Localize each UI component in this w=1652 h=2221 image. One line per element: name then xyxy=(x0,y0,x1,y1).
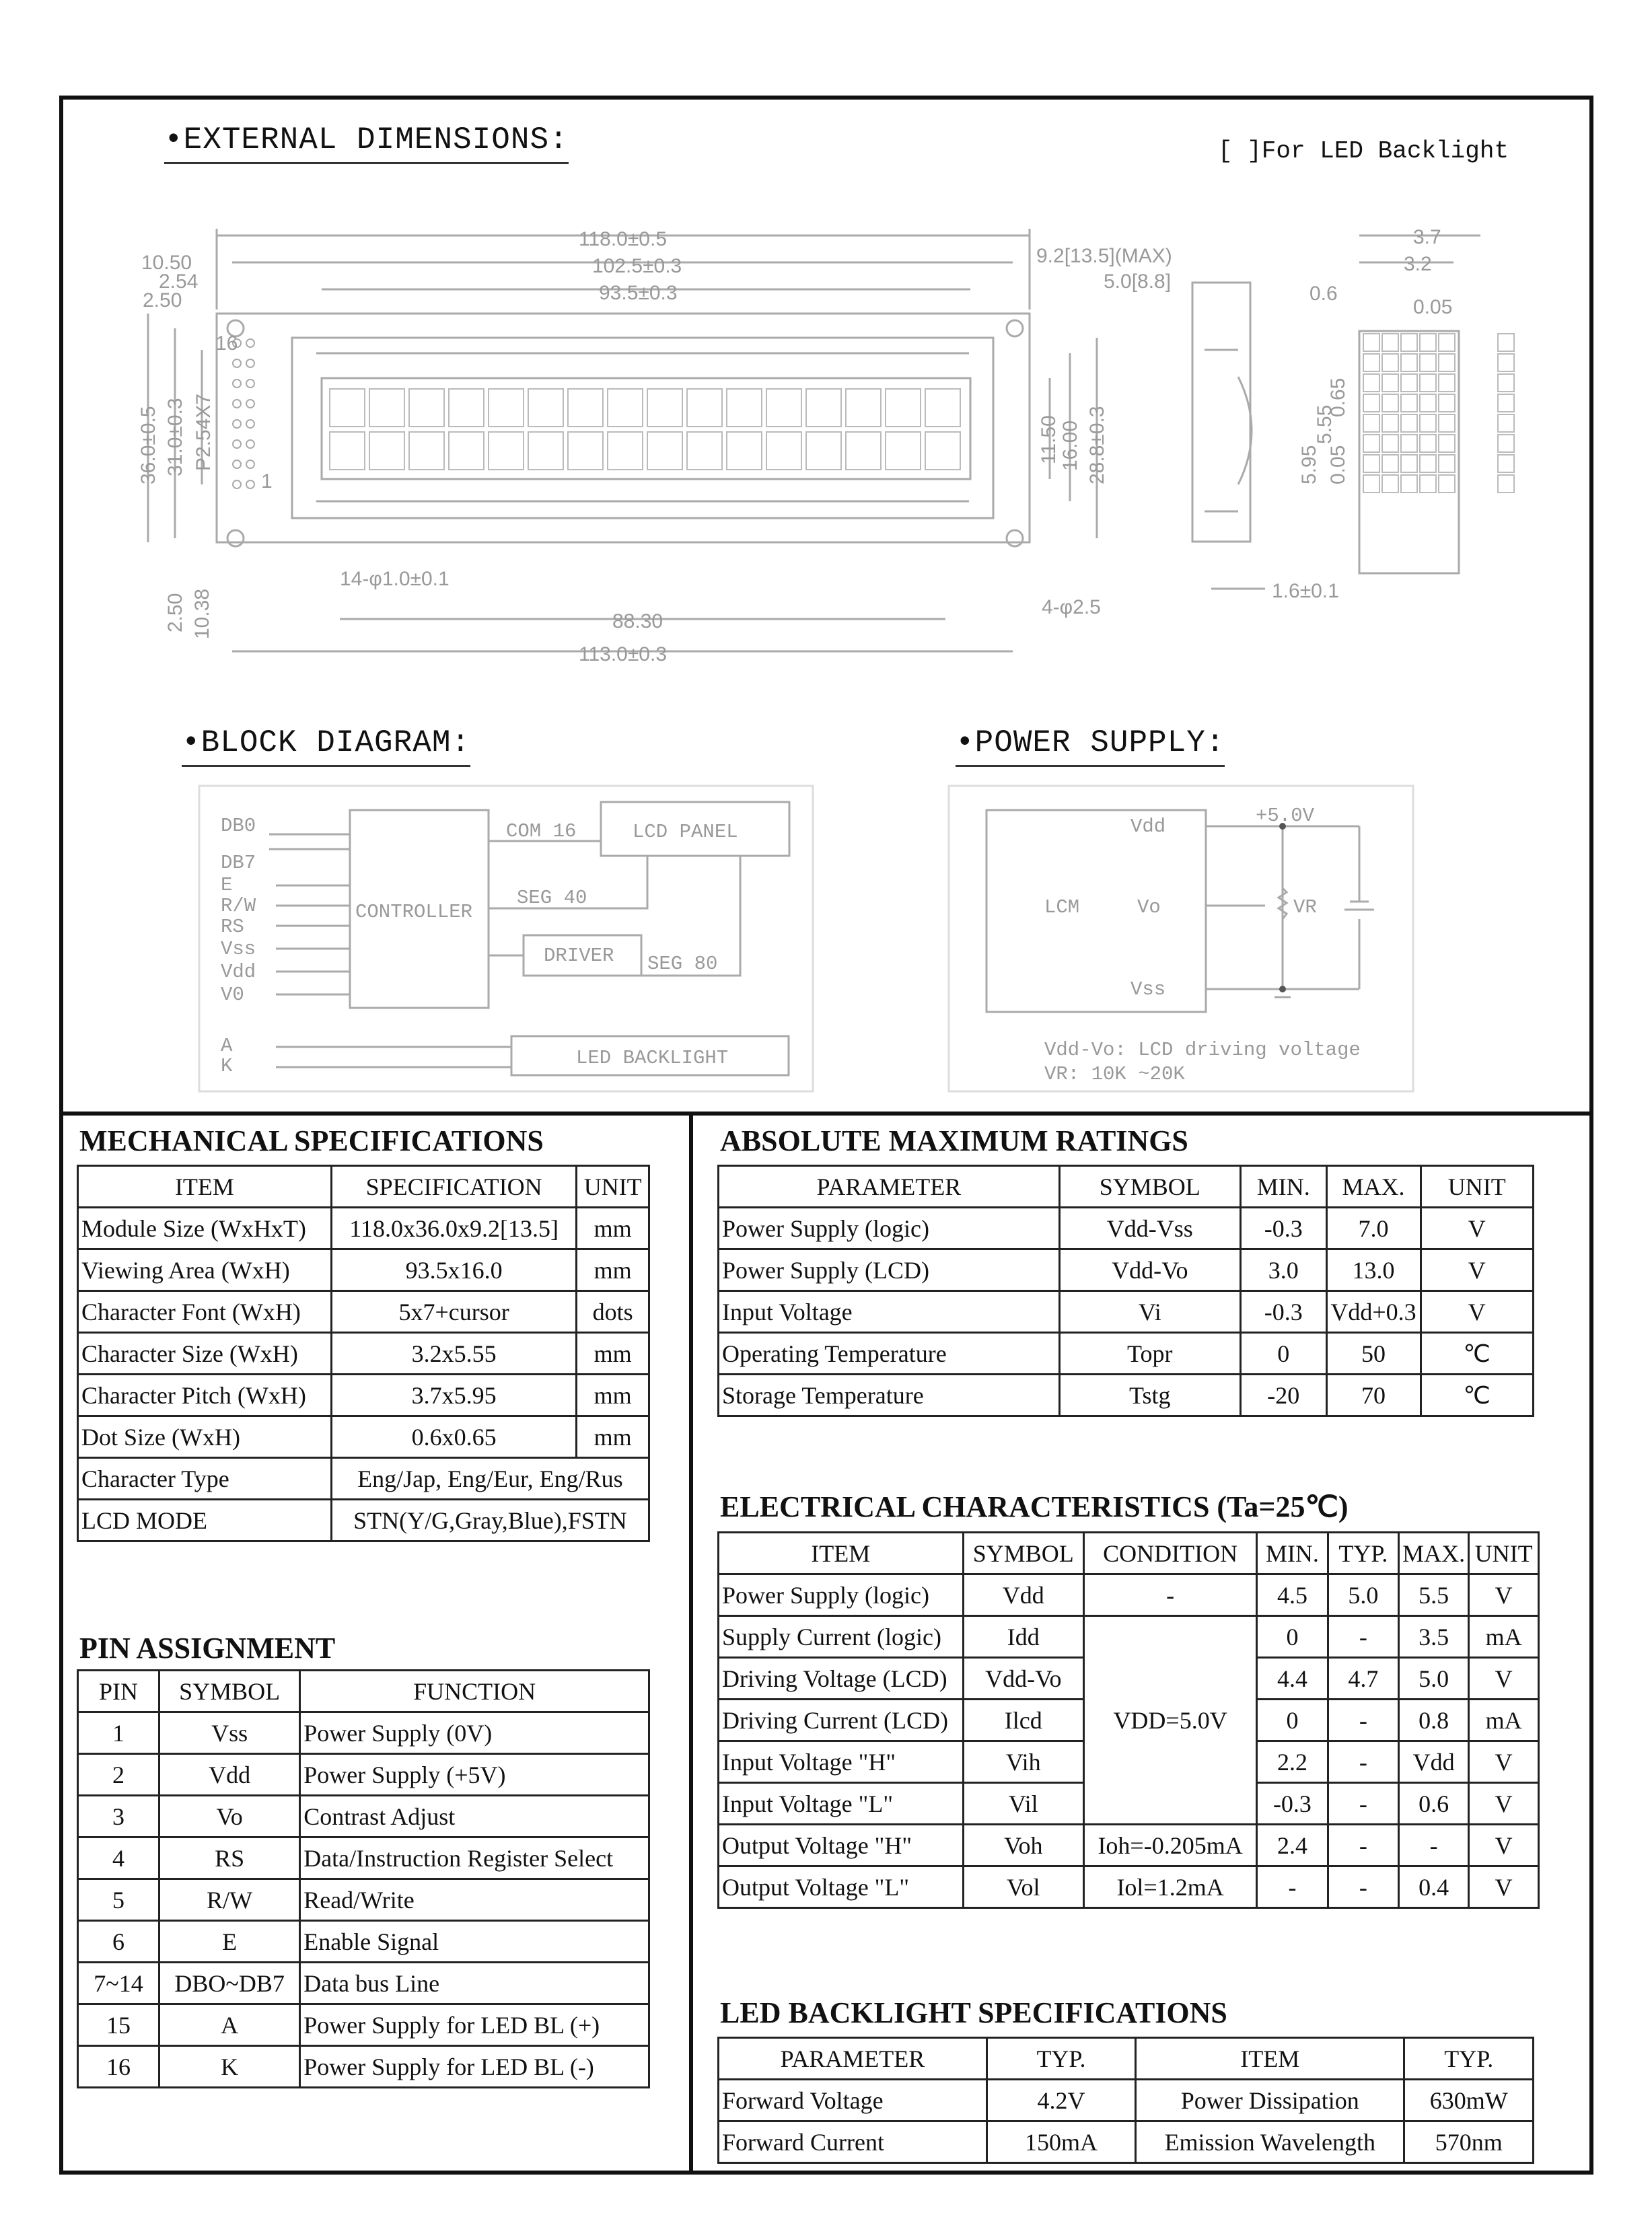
table-cell: 0 xyxy=(1257,1616,1328,1658)
table-cell: mm xyxy=(577,1333,649,1375)
table-cell: Character Size (WxH) xyxy=(78,1333,332,1375)
table-cell: 15 xyxy=(78,2004,159,2046)
ps-lcm: LCM xyxy=(1044,896,1080,918)
power-supply-heading: •POWER SUPPLY: xyxy=(956,725,1225,760)
table-cell: - xyxy=(1328,1741,1398,1783)
table-row xyxy=(78,2046,649,2088)
table-row xyxy=(719,1616,1539,1658)
table-cell: Supply Current (logic) xyxy=(719,1616,964,1658)
mechanical-title: MECHANICAL SPECIFICATIONS xyxy=(79,1124,544,1157)
table-cell: Operating Temperature xyxy=(719,1333,1060,1375)
table-cell: V xyxy=(1469,1574,1539,1616)
table-row xyxy=(719,1574,1539,1616)
table-cell: -0.3 xyxy=(1240,1291,1326,1333)
dim-37: 3.7 xyxy=(1413,226,1441,248)
ps-vdd: Vdd xyxy=(1130,815,1166,838)
table-cell: 0.6x0.65 xyxy=(331,1416,576,1458)
table-row xyxy=(719,1291,1534,1333)
table-cell: 7~14 xyxy=(78,1963,159,2004)
table-cell: 2.4 xyxy=(1257,1825,1328,1866)
table-cell: Output Voltage "L" xyxy=(719,1866,964,1908)
table-cell: - xyxy=(1328,1700,1398,1741)
elec-header-min: MIN. xyxy=(1257,1533,1328,1574)
table-row xyxy=(719,1333,1534,1375)
dim-v-065: 0.65 xyxy=(1327,377,1349,417)
ps-vss: Vss xyxy=(1130,978,1166,1000)
led-header-item: ITEM xyxy=(1136,2038,1404,2080)
abs-header-parameter: PARAMETER xyxy=(719,1166,1060,1208)
table-cell: 2 xyxy=(78,1754,159,1796)
table-cell: 5.0 xyxy=(1328,1574,1398,1616)
bd-seg40: SEG 40 xyxy=(517,887,587,909)
table-cell: V xyxy=(1469,1741,1539,1783)
dim-v-31: 31.0±0.3 xyxy=(164,398,186,476)
table-cell: LCD MODE xyxy=(78,1500,332,1541)
led-title: LED BACKLIGHT SPECIFICATIONS xyxy=(720,1996,1227,2029)
dim-1025: 102.5±0.3 xyxy=(592,255,682,277)
table-cell: mm xyxy=(577,1416,649,1458)
table-cell: 4.7 xyxy=(1328,1658,1398,1700)
abs-header-min: MIN. xyxy=(1240,1166,1326,1208)
table-cell: ℃ xyxy=(1421,1333,1533,1375)
dim-32: 3.2 xyxy=(1404,253,1432,275)
table-cell: Power Supply for LED BL (+) xyxy=(300,2004,649,2046)
table-cell: Power Supply (+5V) xyxy=(300,1754,649,1796)
table-cell: 0 xyxy=(1240,1333,1326,1375)
backlight-note: [ ]For LED Backlight xyxy=(1218,137,1509,165)
table-row xyxy=(78,1375,649,1416)
table-cell: Vih xyxy=(963,1741,1083,1783)
table-cell: Forward Voltage xyxy=(719,2080,987,2121)
table-cell: Read/Write xyxy=(300,1879,649,1921)
table-cell: Vdd-Vss xyxy=(1059,1208,1240,1249)
elec-header-unit: UNIT xyxy=(1469,1533,1539,1574)
dim-v-p: P2.54X7 xyxy=(192,393,215,471)
table-cell: Data/Instruction Register Select xyxy=(300,1837,649,1879)
ps-note1: Vdd-Vo: LCD driving voltage xyxy=(1044,1039,1361,1061)
dim-50: 5.0[8.8] xyxy=(1104,270,1172,293)
table-cell: Vdd xyxy=(1399,1741,1469,1783)
table-cell: -20 xyxy=(1240,1375,1326,1416)
table-cell: Vo xyxy=(159,1796,300,1837)
table-cell: Enable Signal xyxy=(300,1921,649,1963)
table-cell: mm xyxy=(577,1249,649,1291)
table-cell: 93.5x16.0 xyxy=(331,1249,576,1291)
table-cell: Forward Current xyxy=(719,2121,987,2163)
table-cell: Character Font (WxH) xyxy=(78,1291,332,1333)
bd-e: E xyxy=(221,874,233,896)
table-cell: Idd xyxy=(963,1616,1083,1658)
table-cell: 6 xyxy=(78,1921,159,1963)
table-cell xyxy=(78,1166,649,1208)
elec-header-max: MAX. xyxy=(1399,1533,1469,1574)
table-cell: Vil xyxy=(963,1783,1083,1825)
table-row xyxy=(78,1458,649,1500)
bd-controller: CONTROLLER xyxy=(355,901,473,923)
ps-vo: Vo xyxy=(1137,896,1161,918)
absolute-title: ABSOLUTE MAXIMUM RATINGS xyxy=(720,1124,1188,1157)
table-cell: Vdd xyxy=(963,1574,1083,1616)
table-cell: ℃ xyxy=(1421,1375,1533,1416)
table-cell: V xyxy=(1469,1825,1539,1866)
table-cell: DBO~DB7 xyxy=(159,1963,300,2004)
table-cell: 0 xyxy=(1257,1700,1328,1741)
table-cell: 0.8 xyxy=(1399,1700,1469,1741)
table-cell: 16 xyxy=(78,2046,159,2088)
dim-v-36: 36.0±0.5 xyxy=(137,406,159,484)
table-cell: dots xyxy=(577,1291,649,1333)
table-cell: E xyxy=(159,1921,300,1963)
dim-1050: 10.50 xyxy=(141,252,192,274)
led-header-typ2: TYP. xyxy=(1404,2038,1534,2080)
table-cell: Vdd+0.3 xyxy=(1326,1291,1421,1333)
table-row xyxy=(78,1879,649,1921)
table-cell: V xyxy=(1421,1208,1533,1249)
bd-led: LED BACKLIGHT xyxy=(576,1047,729,1069)
dim-113: 113.0±0.3 xyxy=(579,643,668,665)
table-row xyxy=(78,1712,649,1754)
dim-v-288: 28.8±0.3 xyxy=(1086,406,1108,484)
dim-v-555: 5.55 xyxy=(1314,404,1336,444)
table-cell: - xyxy=(1328,1825,1398,1866)
electrical-table xyxy=(717,1531,1540,1909)
dim-8830: 88.30 xyxy=(612,610,663,632)
bd-v0: V0 xyxy=(221,984,244,1006)
table-cell: 4 xyxy=(78,1837,159,1879)
table-cell xyxy=(719,1533,1539,1574)
table-cell: Output Voltage "H" xyxy=(719,1825,964,1866)
table-cell: Module Size (WxHxT) xyxy=(78,1208,332,1249)
dim-v-005: 0.05 xyxy=(1327,445,1349,484)
dim-06: 0.6 xyxy=(1309,283,1338,305)
table-row xyxy=(78,1208,649,1249)
bd-vdd: Vdd xyxy=(221,961,256,983)
table-cell: Ioh=-0.205mA xyxy=(1084,1825,1257,1866)
external-dimensions-heading: •EXTERNAL DIMENSIONS: xyxy=(164,122,569,157)
table-cell: Emission Wavelength xyxy=(1136,2121,1404,2163)
table-cell: RS xyxy=(159,1837,300,1879)
vertical-divider xyxy=(689,1112,693,2175)
elec-header-typ: TYP. xyxy=(1328,1533,1398,1574)
table-row xyxy=(78,1249,649,1291)
table-cell xyxy=(719,2038,1534,2080)
table-cell: Vi xyxy=(1059,1291,1240,1333)
table-cell: 3.0 xyxy=(1240,1249,1326,1291)
table-cell: Power Supply (logic) xyxy=(719,1574,964,1616)
table-cell: Vss xyxy=(159,1712,300,1754)
table-cell: 13.0 xyxy=(1326,1249,1421,1291)
table-cell: mm xyxy=(577,1208,649,1249)
bd-driver: DRIVER xyxy=(544,945,614,967)
table-row xyxy=(719,1825,1539,1866)
table-row xyxy=(78,1500,649,1541)
table-row xyxy=(78,1796,649,1837)
bd-seg80: SEG 80 xyxy=(647,953,718,975)
table-cell: Power Supply for LED BL (-) xyxy=(300,2046,649,2088)
table-cell xyxy=(78,1671,649,1712)
table-cell: 5x7+cursor xyxy=(331,1291,576,1333)
table-cell: V xyxy=(1469,1658,1539,1700)
elec-header-condition: CONDITION xyxy=(1084,1533,1257,1574)
abs-header-max: MAX. xyxy=(1326,1166,1421,1208)
bd-vss: Vss xyxy=(221,938,256,960)
table-cell: 0.4 xyxy=(1399,1866,1469,1908)
table-cell: 3.2x5.55 xyxy=(331,1333,576,1375)
table-row xyxy=(719,1375,1534,1416)
led-table xyxy=(717,2037,1534,2164)
bd-lcd: LCD PANEL xyxy=(633,821,738,843)
dim-935: 93.5±0.3 xyxy=(599,282,678,304)
dim-holes: 14-φ1.0±0.1 xyxy=(340,568,450,590)
table-cell: 4.4 xyxy=(1257,1658,1328,1700)
table-cell: 70 xyxy=(1326,1375,1421,1416)
bd-rs: RS xyxy=(221,916,244,938)
dim-v-115: 11.50 xyxy=(1038,415,1060,464)
table-row xyxy=(78,1921,649,1963)
table-row xyxy=(719,1208,1534,1249)
table-cell: STN(Y/G,Gray,Blue),FSTN xyxy=(331,1500,649,1541)
mech-header-item: ITEM xyxy=(78,1166,332,1208)
table-cell: Driving Voltage (LCD) xyxy=(719,1658,964,1700)
table-cell: R/W xyxy=(159,1879,300,1921)
pin-assignment-title: PIN ASSIGNMENT xyxy=(79,1632,336,1665)
table-row xyxy=(78,1754,649,1796)
ps-5v: +5.0V xyxy=(1256,805,1315,827)
bd-rw: R/W xyxy=(221,895,256,917)
bd-db0: DB0 xyxy=(221,815,256,837)
table-row xyxy=(78,1416,649,1458)
table-cell: Topr xyxy=(1059,1333,1240,1375)
table-cell: Input Voltage "L" xyxy=(719,1783,964,1825)
dim-005: 0.05 xyxy=(1413,296,1453,318)
table-cell: Driving Current (LCD) xyxy=(719,1700,964,1741)
table-row xyxy=(78,1291,649,1333)
table-row xyxy=(78,1963,649,2004)
absolute-table xyxy=(717,1165,1534,1417)
pin-16-label: 16 xyxy=(215,332,238,355)
table-cell: 50 xyxy=(1326,1333,1421,1375)
pin-table xyxy=(77,1669,650,2088)
dim-250: 2.50 xyxy=(143,289,182,312)
table-row xyxy=(78,1837,649,1879)
pin-header-symbol: SYMBOL xyxy=(159,1671,300,1712)
mechanical-table xyxy=(77,1165,650,1542)
table-row xyxy=(719,2080,1534,2121)
table-cell: Power Supply (LCD) xyxy=(719,1249,1060,1291)
table-cell: 5.5 xyxy=(1399,1574,1469,1616)
table-cell: Storage Temperature xyxy=(719,1375,1060,1416)
table-row xyxy=(719,1866,1539,1908)
table-row xyxy=(719,1249,1534,1291)
ps-vr: VR xyxy=(1293,896,1317,918)
table-cell: 150mA xyxy=(986,2121,1135,2163)
dim-v-1038: 10.38 xyxy=(191,588,213,639)
mech-header-spec: SPECIFICATION xyxy=(331,1166,576,1208)
electrical-title: ELECTRICAL CHARACTERISTICS (Ta=25℃) xyxy=(720,1490,1349,1523)
table-cell: 3.7x5.95 xyxy=(331,1375,576,1416)
table-cell: - xyxy=(1084,1574,1257,1616)
table-cell: -0.3 xyxy=(1240,1208,1326,1249)
table-cell: Power Supply (0V) xyxy=(300,1712,649,1754)
table-cell: - xyxy=(1328,1616,1398,1658)
ps-note2: VR: 10K ~20K xyxy=(1044,1063,1185,1085)
table-cell: 4.5 xyxy=(1257,1574,1328,1616)
table-cell: Tstg xyxy=(1059,1375,1240,1416)
dim-v-250: 2.50 xyxy=(164,593,186,632)
table-row xyxy=(719,2121,1534,2163)
table-cell: V xyxy=(1421,1249,1533,1291)
table-cell: Input Voltage "H" xyxy=(719,1741,964,1783)
table-cell: 118.0x36.0x9.2[13.5] xyxy=(331,1208,576,1249)
table-cell: 4.2V xyxy=(986,2080,1135,2121)
table-cell: Vdd xyxy=(159,1754,300,1796)
table-cell: 2.2 xyxy=(1257,1741,1328,1783)
table-cell: Character Type xyxy=(78,1458,332,1500)
table-cell: Dot Size (WxH) xyxy=(78,1416,332,1458)
table-cell: 3 xyxy=(78,1796,159,1837)
table-cell: V xyxy=(1469,1783,1539,1825)
abs-header-symbol: SYMBOL xyxy=(1059,1166,1240,1208)
table-cell: Data bus Line xyxy=(300,1963,649,2004)
table-cell: - xyxy=(1328,1866,1398,1908)
table-cell: 0.6 xyxy=(1399,1783,1469,1825)
table-cell xyxy=(719,1166,1534,1208)
table-cell: mA xyxy=(1469,1700,1539,1741)
table-cell: A xyxy=(159,2004,300,2046)
table-cell: 1 xyxy=(78,1712,159,1754)
table-cell: - xyxy=(1257,1866,1328,1908)
table-cell: Voh xyxy=(963,1825,1083,1866)
table-cell: 570nm xyxy=(1404,2121,1534,2163)
pin-1-label: 1 xyxy=(261,470,273,493)
table-cell: Vdd-Vo xyxy=(963,1658,1083,1700)
table-cell: Input Voltage xyxy=(719,1291,1060,1333)
table-cell: Vol xyxy=(963,1866,1083,1908)
table-cell: V xyxy=(1421,1291,1533,1333)
pin-header-function: FUNCTION xyxy=(300,1671,649,1712)
table-cell: V xyxy=(1469,1866,1539,1908)
elec-header-symbol: SYMBOL xyxy=(963,1533,1083,1574)
shared-condition: VDD=5.0V xyxy=(1084,1616,1257,1825)
table-cell: 630mW xyxy=(1404,2080,1534,2121)
table-cell: 3.5 xyxy=(1399,1616,1469,1658)
block-diagram-heading: •BLOCK DIAGRAM: xyxy=(182,725,470,760)
dim-118: 118.0±0.5 xyxy=(579,228,668,250)
dim-92: 9.2[13.5](MAX) xyxy=(1036,245,1172,267)
elec-header-item: ITEM xyxy=(719,1533,964,1574)
table-cell: K xyxy=(159,2046,300,2088)
table-cell: Power Supply (logic) xyxy=(719,1208,1060,1249)
table-cell: - xyxy=(1399,1825,1469,1866)
abs-header-unit: UNIT xyxy=(1421,1166,1533,1208)
table-cell: - xyxy=(1328,1783,1398,1825)
table-cell: Power Dissipation xyxy=(1136,2080,1404,2121)
table-row xyxy=(78,2004,649,2046)
lcm-box xyxy=(986,810,1206,1012)
table-row xyxy=(78,1333,649,1375)
dim-25: 4-φ2.5 xyxy=(1042,596,1101,618)
table-cell: Character Pitch (WxH) xyxy=(78,1375,332,1416)
bd-com: COM 16 xyxy=(506,820,577,842)
pin-header-pin: PIN xyxy=(78,1671,159,1712)
bd-db7: DB7 xyxy=(221,852,256,874)
dim-254: 2.54 xyxy=(159,270,199,293)
table-cell: Viewing Area (WxH) xyxy=(78,1249,332,1291)
dim-v-160: 16.00 xyxy=(1059,420,1081,471)
table-cell: Eng/Jap, Eng/Eur, Eng/Rus xyxy=(331,1458,649,1500)
mech-header-unit: UNIT xyxy=(577,1166,649,1208)
bd-a: A xyxy=(221,1035,233,1057)
led-header-typ: TYP. xyxy=(986,2038,1135,2080)
table-cell: mm xyxy=(577,1375,649,1416)
table-cell: 7.0 xyxy=(1326,1208,1421,1249)
table-cell: Contrast Adjust xyxy=(300,1796,649,1837)
table-cell: Iol=1.2mA xyxy=(1084,1866,1257,1908)
led-header-parameter: PARAMETER xyxy=(719,2038,987,2080)
table-cell: Vdd-Vo xyxy=(1059,1249,1240,1291)
table-cell: -0.3 xyxy=(1257,1783,1328,1825)
dim-16: 1.6±0.1 xyxy=(1272,580,1339,602)
bd-k: K xyxy=(221,1055,233,1077)
table-cell: 5 xyxy=(78,1879,159,1921)
table-cell: 5.0 xyxy=(1399,1658,1469,1700)
table-cell: Ilcd xyxy=(963,1700,1083,1741)
table-cell: mA xyxy=(1469,1616,1539,1658)
dim-v-595: 5.95 xyxy=(1298,445,1320,484)
